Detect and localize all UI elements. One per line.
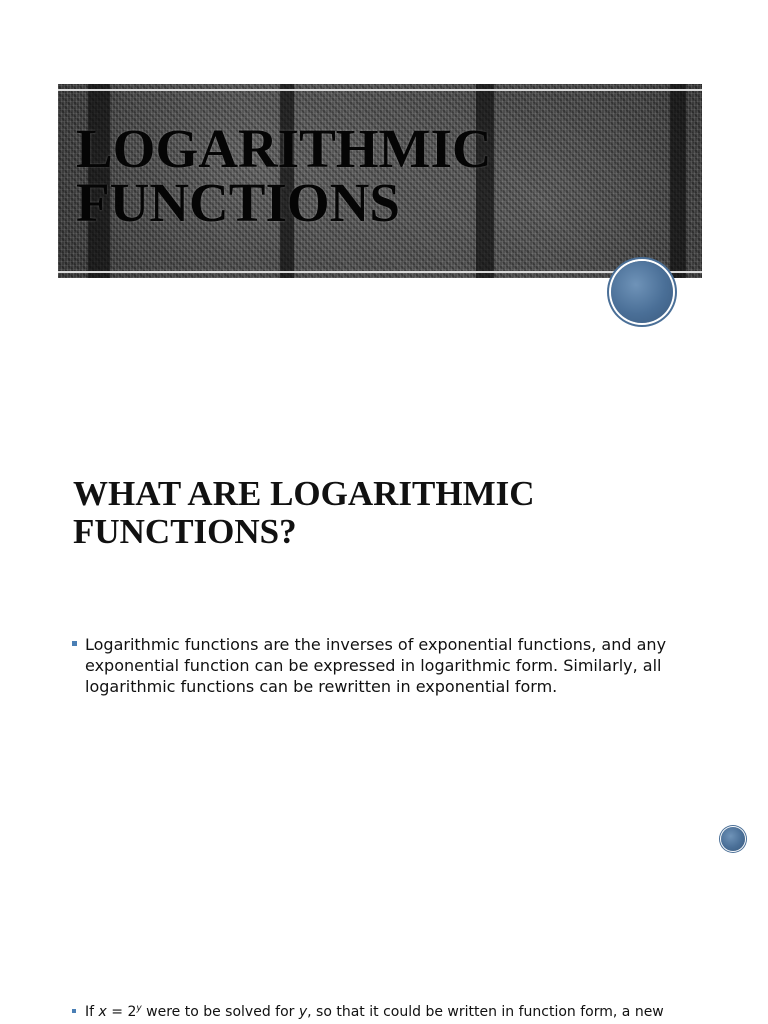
exponent-y: y [136,1003,142,1014]
section-heading-line1: WHAT ARE LOGARITHMIC [73,474,535,513]
slide-title-line1: LOGARITHMIC [76,118,492,179]
list-item [72,1002,690,1022]
bullet-text-equals: = 2 [106,1004,137,1020]
slide-title-line2: FUNCTIONS [76,172,400,233]
circle-dot-icon [721,827,745,851]
square-bullet-icon [72,1009,76,1013]
square-bullet-icon [72,641,77,646]
section-heading-line2: FUNCTIONS? [73,512,297,551]
math-variable-y: y [298,1004,308,1020]
bullet-list [72,1002,690,1022]
banner-stripe [670,84,686,278]
bullet-list [72,634,690,697]
section-heading [73,475,693,551]
bullet-text: Logarithmic functions are the inverses of exponential functions, and any exponential function can be expressed in logarithmic form. Similarly, all logarithmic functions can be rewritten in exponential form. [85,635,667,696]
bullet-text-rest: were to be solved for [141,1004,299,1020]
title-banner [58,84,702,278]
banner-rule-bottom [58,271,702,273]
bullet-text-prefix: If [85,1004,99,1020]
math-variable-x: x [98,1004,107,1020]
banner-rule-top [58,89,702,91]
list-item [72,634,690,697]
bullet-text-tail: , so that it could be written in function form, a new [307,1004,664,1020]
circle-dot-icon [611,261,673,323]
slide-title [76,118,492,233]
